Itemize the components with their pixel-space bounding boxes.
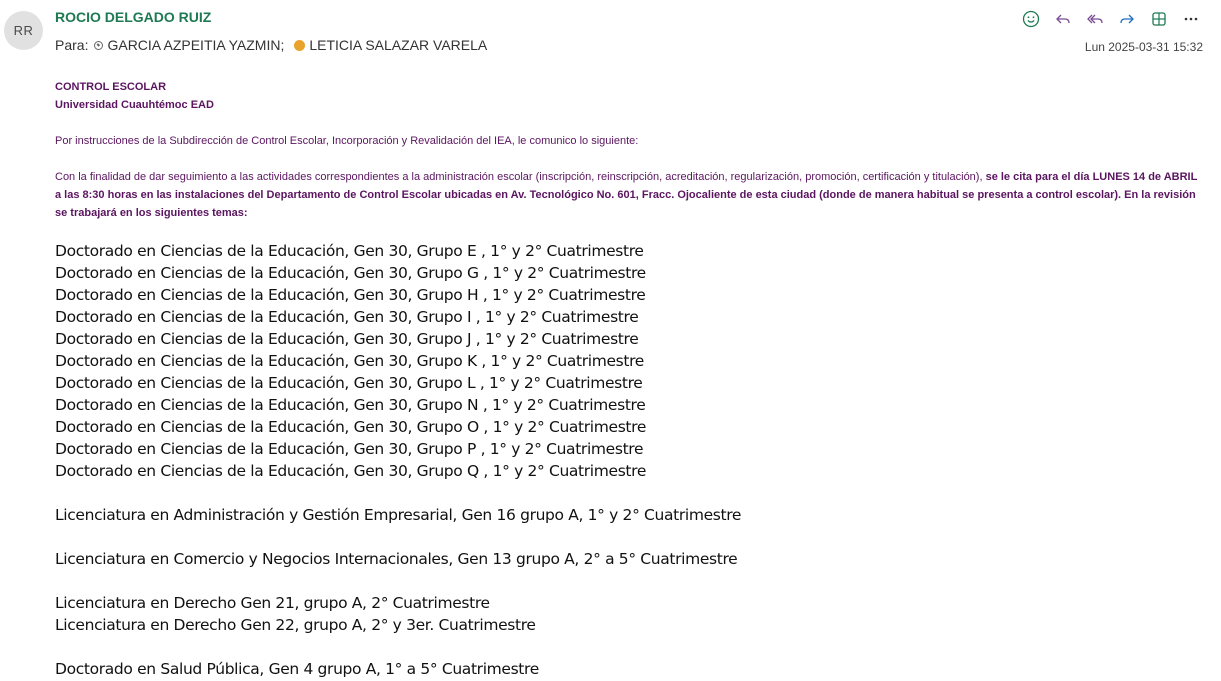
signature-line-1: CONTROL ESCOLAR bbox=[55, 81, 167, 93]
recipient-2-name: LETICIA SALAZAR VARELA bbox=[309, 37, 488, 53]
blocked-status-icon bbox=[94, 41, 103, 50]
intro-paragraph: Por instrucciones de la Subdirección de Control Escolar, Incorporación y Revalidación del IEA, le comunico lo siguiente: bbox=[55, 135, 639, 147]
list-item: Licenciatura en Derecho Gen 21, grupo A, 2° Cuatrimestre bbox=[55, 594, 490, 612]
list-item: Doctorado en Ciencias de la Educación, Gen 30, Grupo H , 1° y 2° Cuatrimestre bbox=[55, 286, 646, 304]
notice-normal-text: Con la finalidad de dar seguimiento a las actividades correspondientes a la administración escolar (inscripción, reinscripción, acreditación, regularización, promoción, certificación y titulación), bbox=[55, 171, 986, 183]
spacer bbox=[55, 636, 741, 658]
recipients-line bbox=[55, 37, 497, 53]
recipient-2[interactable] bbox=[294, 37, 487, 53]
sender-name[interactable]: ROCIO DELGADO RUIZ bbox=[55, 9, 212, 25]
spacer bbox=[55, 526, 741, 548]
list-item: Licenciatura en Derecho Gen 22, grupo A, 2° y 3er. Cuatrimestre bbox=[55, 616, 536, 634]
list-item: Doctorado en Ciencias de la Educación, Gen 30, Grupo I , 1° y 2° Cuatrimestre bbox=[55, 308, 639, 326]
program-list bbox=[55, 240, 741, 680]
message-body bbox=[55, 78, 1205, 222]
spacer bbox=[55, 570, 741, 592]
notice-paragraph bbox=[55, 168, 1205, 222]
forward-icon[interactable] bbox=[1111, 8, 1143, 30]
apps-icon[interactable] bbox=[1143, 8, 1175, 30]
timestamp: Lun 2025-03-31 15:32 bbox=[1084, 40, 1203, 54]
recipient-1[interactable] bbox=[94, 37, 284, 53]
emoji-icon[interactable] bbox=[1015, 8, 1047, 30]
list-item: Doctorado en Ciencias de la Educación, Gen 30, Grupo J , 1° y 2° Cuatrimestre bbox=[55, 330, 639, 348]
list-item: Doctorado en Salud Pública, Gen 4 grupo A, 1° a 5° Cuatrimestre bbox=[55, 660, 539, 678]
notice-bold-text: se le cita para el día LUNES 14 de ABRIL a las 8:30 horas en las instalaciones del Departamento de Control Escolar ubicadas en Av. Tecnológico No. 601, Fracc. Ojocaliente de esta ciudad (donde de manera habitual se presenta a control escolar). En la revisión se trabajará en los siguientes temas: bbox=[55, 171, 1198, 219]
avatar[interactable]: RR bbox=[4, 11, 43, 50]
reply-icon[interactable] bbox=[1047, 8, 1079, 30]
list-item: Doctorado en Ciencias de la Educación, Gen 30, Grupo L , 1° y 2° Cuatrimestre bbox=[55, 374, 643, 392]
away-status-icon bbox=[294, 40, 305, 51]
list-item: Doctorado en Ciencias de la Educación, Gen 30, Grupo G , 1° y 2° Cuatrimestre bbox=[55, 264, 646, 282]
list-item: Doctorado en Ciencias de la Educación, Gen 30, Grupo K , 1° y 2° Cuatrimestre bbox=[55, 352, 644, 370]
reply-all-icon[interactable] bbox=[1079, 8, 1111, 30]
list-item: Doctorado en Ciencias de la Educación, Gen 30, Grupo P , 1° y 2° Cuatrimestre bbox=[55, 440, 644, 458]
signature-line-2: Universidad Cuauhtémoc EAD bbox=[55, 99, 214, 111]
more-icon[interactable] bbox=[1175, 8, 1207, 30]
list-item: Doctorado en Ciencias de la Educación, Gen 30, Grupo O , 1° y 2° Cuatrimestre bbox=[55, 418, 647, 436]
list-item: Doctorado en Ciencias de la Educación, Gen 30, Grupo Q , 1° y 2° Cuatrimestre bbox=[55, 462, 647, 480]
spacer bbox=[55, 482, 741, 504]
list-item: Licenciatura en Comercio y Negocios Internacionales, Gen 13 grupo A, 2° a 5° Cuatrimestre bbox=[55, 550, 738, 568]
to-label: Para: bbox=[55, 37, 89, 53]
message-toolbar bbox=[1015, 8, 1207, 30]
recipient-1-name: GARCIA AZPEITIA YAZMIN; bbox=[107, 37, 285, 53]
list-item: Licenciatura en Administración y Gestión Empresarial, Gen 16 grupo A, 1° y 2° Cuatrimestre bbox=[55, 506, 742, 524]
list-item: Doctorado en Ciencias de la Educación, Gen 30, Grupo E , 1° y 2° Cuatrimestre bbox=[55, 242, 644, 260]
list-item: Doctorado en Ciencias de la Educación, Gen 30, Grupo N , 1° y 2° Cuatrimestre bbox=[55, 396, 646, 414]
